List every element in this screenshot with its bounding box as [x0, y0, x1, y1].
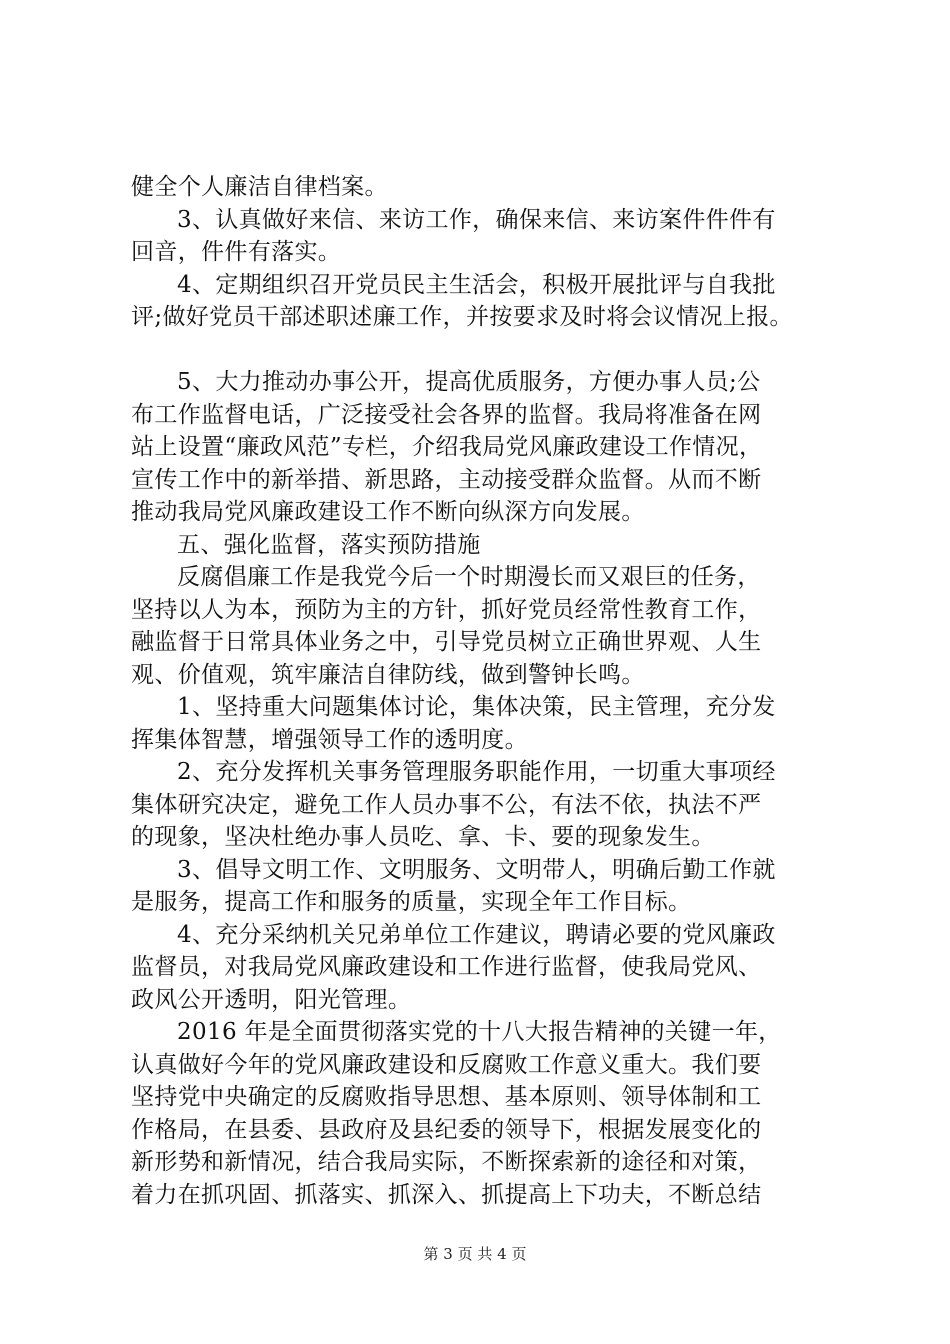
text-line: 3、倡导文明工作、文明服务、文明带人，明确后勤工作就: [177, 856, 776, 883]
text-line: 是服务，提高工作和服务的质量，实现全年工作目标。: [131, 889, 692, 915]
text-line: 回音，件件有落实。: [131, 239, 342, 265]
text-line: 着力在抓巩固、抓落实、抓深入、抓提高上下功夫，不断总结: [131, 1181, 762, 1208]
text-line: 融监督于日常具体业务之中，引导党员树立正确世界观、人生: [131, 629, 762, 655]
text-line: 监督员，对我局党风廉政建设和工作进行监督，使我局党风、: [131, 954, 762, 980]
text-line: 观、价值观，筑牢廉洁自律防线，做到警钟长鸣。: [131, 661, 645, 688]
text-line: 挥集体智慧，增强领导工作的透明度。: [131, 726, 528, 753]
text-line: 坚持党中央确定的反腐败指导思想、基本原则、领导体制和工: [131, 1084, 762, 1110]
text-line: 反腐倡廉工作是我党今后一个时期漫长而又艰巨的任务，: [177, 564, 761, 590]
text-line: 健全个人廉洁自律档案。: [131, 174, 388, 200]
text-line: 2016 年是全面贯彻落实党的十八大报告精神的关键一年，: [177, 1019, 782, 1045]
page-footer: 第 3 页 共 4 页: [423, 1245, 527, 1263]
text-line: 推动我局党风廉政建设工作不断向纵深方向发展。: [131, 499, 645, 525]
text-line: 站上设置“廉政风范”专栏，介绍我局党风廉政建设工作情况，: [131, 434, 763, 460]
text-line: 新形势和新情况，结合我局实际，不断探索新的途径和对策，: [131, 1149, 762, 1175]
text-line: 政风公开透明，阳光管理。: [131, 986, 412, 1013]
text-line: 1、坚持重大问题集体讨论，集体决策，民主管理，充分发: [177, 694, 776, 720]
text-line: 2、充分发挥机关事务管理服务职能作用，一切重大事项经: [177, 759, 776, 785]
text-line: 五、强化监督，落实预防措施: [177, 531, 481, 558]
text-line: 4、定期组织召开党员民主生活会，积极开展批评与自我批: [177, 271, 776, 298]
text-line: 3、认真做好来信、来访工作，确保来信、来访案件件件有: [177, 206, 776, 233]
text-line: 5、大力推动办事公开，提高优质服务，方便办事人员;公: [177, 369, 761, 395]
text-line: 集体研究决定，避免工作人员办事不公，有法不依，执法不严: [131, 791, 762, 818]
text-line: 的现象，坚决杜绝办事人员吃、拿、卡、要的现象发生。: [131, 824, 715, 850]
blank-line: [131, 334, 831, 367]
text-line: 评;做好党员干部述职述廉工作，并按要求及时将会议情况上报。: [131, 304, 793, 330]
text-line: 坚持以人为本，预防为主的方针，抓好党员经常性教育工作，: [131, 596, 762, 623]
text-line: 4、充分采纳机关兄弟单位工作建议，聘请必要的党风廉政: [177, 921, 776, 948]
text-line: 布工作监督电话，广泛接受社会各界的监督。我局将准备在网: [131, 401, 762, 428]
text-line: 认真做好今年的党风廉政建设和反腐败工作意义重大。我们要: [131, 1051, 762, 1078]
document-body: [131, 171, 831, 1211]
text-line: 宣传工作中的新举措、新思路，主动接受群众监督。从而不断: [131, 466, 762, 493]
text-line: 作格局，在县委、县政府及县纪委的领导下，根据发展变化的: [131, 1116, 762, 1143]
